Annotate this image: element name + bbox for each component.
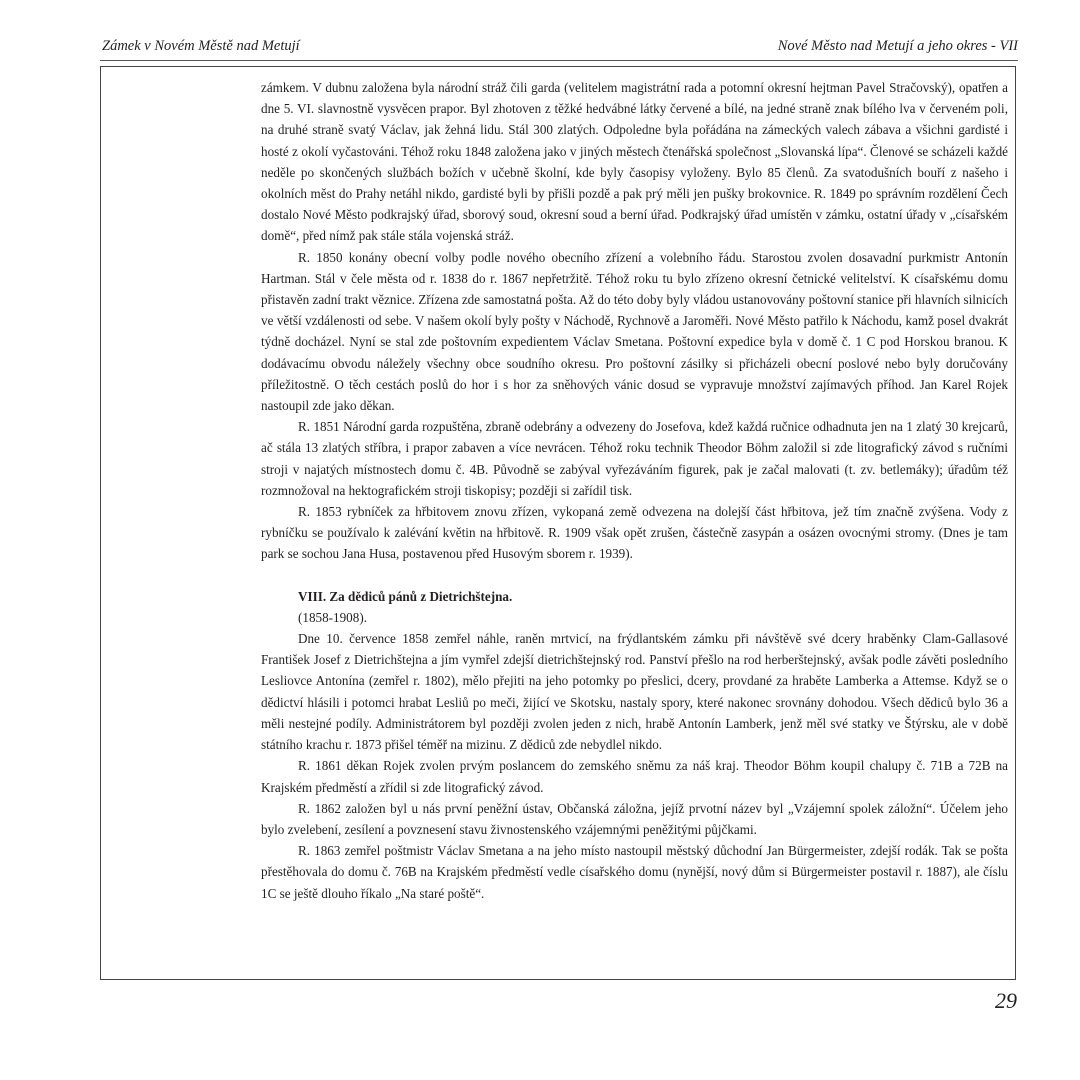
text-column [261,77,1008,904]
text-frame [100,66,1016,980]
paragraph: R. 1851 Národní garda rozpuštěna, zbraně odebrány a odvezeny do Josefova, kdež každá ručnice odhadnuta jen na 1 zlatý 30 krejcarů, ač stála 13 zlatých stříbra, i prapor zabaven a více nevrácen. Téhož roku technik Theodor Böhm založil si zde litografický závod s ručními stroji v najatých místnostech domu č. 4B. Původně se zabýval vyřezáváním figurek, pak je začal malovati (t. zv. betlemáky); úřadům též rozmnožoval na hektografickém stroji tiskopisy; později si zařídil tisk. [261,419,1008,498]
paragraph: R. 1862 založen byl u nás první peněžní ústav, Občanská záložna, jejíž prvotní název byl „Vzájemní spolek záložní“. Účelem jeho bylo zvelebení, zesílení a povznesení stavu živnostenského vzájemnými peněžitými půjčkami. [261,800,1008,837]
paragraph: R. 1850 konány obecní volby podle nového obecního zřízení a volebního řádu. Starostou zvolen dosavadní purkmistr Antonín Hartman. Stál v čele města od r. 1838 do r. 1867 nepřetržitě. Téhož roku tu bylo zřízeno okresní četnické velitelství. K císařskému domu přistavěn zadní trakt věznice. Zřízena zde samostatná pošta. Až do této doby byly vládou ustanovovány poštovní stanice při hlavních silnicích ve větší vzdálenosti od sebe. V našem okolí byly pošty v Náchodě, Rychnově a Jaroměři. Nové Město patřilo k Náchodu, kamž posel dvakrát týdně docházel. Nyní se stal zde poštovním expedientem Václav Smetana. Poštovní expedice byla v domě č. 1 C pod Horskou branou. K dodávacímu obvodu náležely všechny obce soudního okresu. Pro poštovní zásilky si přicházeli obecní poslové nebo byly doručovány příležitostně. O těch cestách poslů do hor i s hor za sněhových vánic dosud se vypravuje množství zajímavých příhod. Jan Karel Rojek nastoupil zde jako děkan. [261,249,1008,414]
chapter-years: (1858-1908). [298,609,367,625]
paragraph: R. 1861 děkan Rojek zvolen prvým poslancem do zemského sněmu za náš kraj. Theodor Böhm koupil chalupy č. 71B a 72B na Krajském předměstí a zřídil si zde litografický závod. [261,758,1008,795]
paragraph: Dne 10. července 1858 zemřel náhle, raněn mrtvicí, na frýdlantském zámku při návštěvě své dcery hraběnky Clam-Gallasové František Josef z Dietrichštejna a jím vymřel zdejší dietrichštejnský rod. Panství přešlo na rod herberštejnský, avšak podle závěti posledního Lesliovce Antonína (zemřel r. 1802), mělo přejiti na jeho potomky po přeslici, dcery, provdané za hraběte Lamberka a Attemse. Když se o dědictví hlásili i potomci hrabat Lesliů po meči, žijící ve Skotsku, nastaly spory, které nakonec srovnány dohodou. Všech dědiců bylo 36 a měli nestejné podíly. Administrátorem byl později zvolen jeden z nich, hrabě Antonín Lamberk, jenž měl své statky ve Štýrsku, ale v době státního krachu r. 1873 přišel téměř na mizinu. Z dědiců zde nebydlel nikdo. [261,631,1008,753]
header-rule [100,60,1018,61]
running-head-right: Nové Město nad Metují a jeho okres - VII [777,38,1018,54]
page-number: 29 [995,988,1017,1013]
paragraph: R. 1853 rybníček za hřbitovem znovu zřízen, vykopaná země odvezena na dolejší část hřbitova, jež tím značně zvýšena. Vody z rybníčku se používalo k zalévání květin na hřbitově. R. 1909 však opět zrušen, částečně zasypán a osázen ovocnými stromy. (Dnes je tam park se sochou Jana Husa, postavenou před Husovým sborem r. 1939). [261,504,1008,562]
running-head-left: Zámek v Novém Městě nad Metují [102,38,300,54]
paragraph: zámkem. V dubnu založena byla národní stráž čili garda (velitelem magistrátní rada a potomní okresní hejtman Pavel Stračovský), opatřen a dne 5. VI. slavnostně vysvěcen prapor. Byl zhotoven z těžké hedvábné látky červené a bílé, na jedné straně znak bílého lva v červeném poli, na druhé straně svatý Václav, jak žehná lidu. Stál 300 zlatých. Odpoledne byla pořádána na zámeckých valech zábava a všichni gardisté i hosté z okolí vyčastováni. Téhož roku 1848 založena jako v jiných městech čtenářská společnost „Slovanská lípa“. Členové se scházeli každé neděle po skončených službách božích v učebně školní, kde byly časopisy vyloženy. Bylo 85 členů. Za svatodušních bouří z našeho i okolních měst do Prahy netáhl nikdo, gardisté byli by přišli pozdě a pak prý měli jen pušky brokovnice. R. 1849 po správním rozdělení Čech dostalo Nové Město podkrajský úřad, sborový soud, okresní soud a berní úřad. Podkrajský úřad umístěn v zámku, ostatní úřady v „císařském domě“, před nímž pak stále stála vojenská stráž. [261,80,1008,244]
chapter-heading: VIII. Za dědiců pánů z Dietrichštejna. [298,588,513,604]
paragraph: R. 1863 zemřel poštmistr Václav Smetana a na jeho místo nastoupil městský důchodní Jan Bürgermeister, zdejší rodák. Tak se pošta přestěhovala do domu č. 76B na Krajském předměstí vedle císařského domu (nynější, nový dům si Bürgermeister postavil r. 1887), ale číslu 1C se ještě dlouho říkalo „Na staré poště“. [261,843,1008,901]
